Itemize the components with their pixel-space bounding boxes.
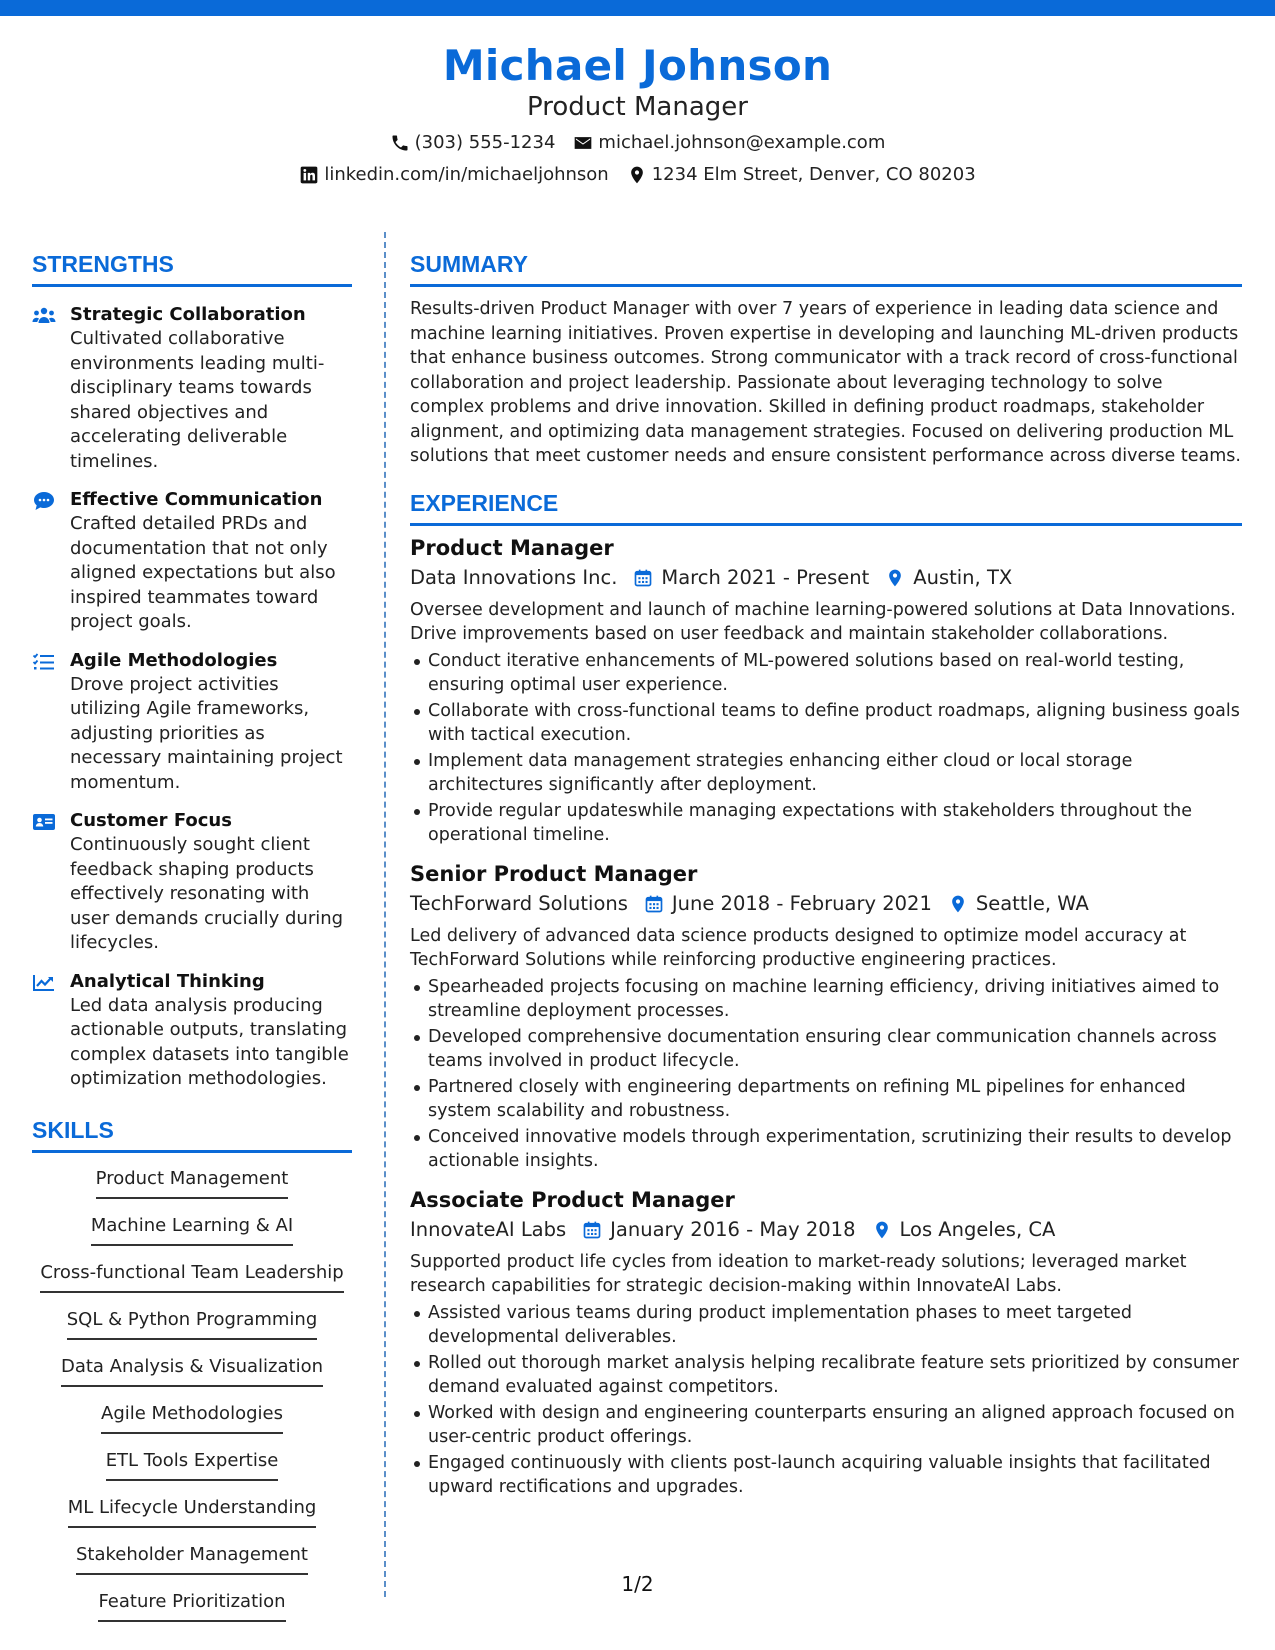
job-location: Los Angeles, CA bbox=[899, 1217, 1056, 1241]
skill-item: Data Analysis & Visualization bbox=[61, 1355, 323, 1387]
strength-item bbox=[32, 970, 352, 1092]
job-bullet: Engaged continuously with clients post-launch acquiring valuable insights that facilitated upward rectifications and upgrades. bbox=[410, 1451, 1242, 1500]
address-text: 1234 Elm Street, Denver, CO 80203 bbox=[651, 164, 976, 185]
left-column bbox=[32, 250, 352, 1637]
job-location: Austin, TX bbox=[913, 565, 1013, 589]
job-meta bbox=[410, 1216, 1242, 1244]
job-dates-group bbox=[633, 564, 869, 592]
skill-item: Machine Learning & AI bbox=[91, 1214, 293, 1246]
skills-list bbox=[32, 1167, 352, 1637]
strength-desc: Led data analysis producing actionable outputs, translating complex datasets into tangible optimization methodologies. bbox=[70, 994, 349, 1089]
users-icon bbox=[32, 306, 56, 326]
linkedin-contact[interactable] bbox=[299, 164, 608, 186]
right-column bbox=[410, 250, 1242, 1501]
strength-title: Effective Communication bbox=[70, 489, 323, 510]
job-bullet: Developed comprehensive documentation ensuring clear communication channels across teams involved in product lifecycle. bbox=[410, 1025, 1242, 1074]
job-desc: Supported product life cycles from ideation to market-ready solutions; leveraged market research capabilities for strategic decision-making within InnovateAI Labs. bbox=[410, 1251, 1187, 1296]
job-meta bbox=[410, 564, 1242, 592]
skill-item: Stakeholder Management bbox=[76, 1543, 308, 1575]
job-location: Seattle, WA bbox=[975, 891, 1089, 915]
map-pin-icon bbox=[948, 894, 968, 914]
job-dates: June 2018 - February 2021 bbox=[671, 891, 932, 915]
strength-desc: Crafted detailed PRDs and documentation that not only aligned expectations but also inspired teammates toward project goals. bbox=[70, 513, 336, 632]
job-location-group bbox=[885, 564, 1012, 592]
job-bullet: Rolled out thorough market analysis helping recalibrate feature sets prioritized by consumer demand evaluated against competitors. bbox=[410, 1351, 1242, 1400]
skill-item: Product Management bbox=[96, 1167, 289, 1199]
phone-contact[interactable] bbox=[390, 132, 556, 154]
job-bullet: Partnered closely with engineering departments on refining ML pipelines for enhanced system scalability and robustness. bbox=[410, 1075, 1242, 1124]
job-entry bbox=[410, 860, 1242, 1174]
job-bullet: Provide regular updateswhile managing expectations with stakeholders throughout the operational timeline. bbox=[410, 799, 1242, 848]
job-title: Associate Product Manager bbox=[410, 1187, 735, 1212]
calendar-icon bbox=[633, 568, 653, 588]
summary-text: Results-driven Product Manager with over 7 years of experience in leading data science and machine learning initiatives. Proven expertise in developing and launching ML-driven products that enhance business outcomes. Strong communicator with a track record of cross-functional collaboration and project leadership. Passionate about leveraging technology to solve complex problems and drive innovation. Skilled in defining product roadmaps, stakeholder alignment, and optimizing data management strategies. Focused on delivering production ML solutions that meet customer needs and ensure consistent performance across diverse teams. bbox=[410, 299, 1241, 466]
skill-item: Agile Methodologies bbox=[101, 1402, 283, 1434]
envelope-icon bbox=[573, 133, 593, 153]
job-dates-group bbox=[644, 890, 932, 918]
column-divider bbox=[384, 232, 386, 1597]
job-bullets bbox=[410, 975, 1242, 1174]
summary-heading: SUMMARY bbox=[410, 250, 1242, 287]
map-pin-icon bbox=[627, 165, 647, 185]
id-card-icon bbox=[32, 812, 56, 832]
contact-row-1 bbox=[0, 132, 1275, 154]
job-dates-group bbox=[582, 1216, 855, 1244]
job-desc: Led delivery of advanced data science products designed to optimize model accuracy at TechForward Solutions while reinforcing productive engineering practices. bbox=[410, 925, 1187, 970]
strength-item bbox=[32, 649, 352, 796]
email-contact[interactable] bbox=[573, 132, 885, 154]
job-bullet: Spearheaded projects focusing on machine learning efficiency, driving initiatives aimed to streamline deployment processes. bbox=[410, 975, 1242, 1024]
strength-title: Agile Methodologies bbox=[70, 649, 278, 671]
phone-icon bbox=[390, 133, 410, 153]
strength-item bbox=[32, 809, 352, 956]
job-bullet: Assisted various teams during product implementation phases to meet targeted developmental deliverables. bbox=[410, 1301, 1242, 1350]
job-company: TechForward Solutions bbox=[410, 891, 628, 915]
strength-item bbox=[32, 303, 352, 474]
address-contact bbox=[627, 164, 976, 186]
job-dates: March 2021 - Present bbox=[661, 565, 870, 589]
job-bullet: Worked with design and engineering counterparts ensuring an aligned approach focused on user-centric product offerings. bbox=[410, 1401, 1242, 1450]
job-bullet: Implement data management strategies enhancing either cloud or local storage architectures significantly after deployment. bbox=[410, 749, 1242, 798]
job-location-group bbox=[948, 890, 1089, 918]
strength-title: Analytical Thinking bbox=[70, 970, 265, 992]
job-entry bbox=[410, 1186, 1242, 1500]
page-number: 1/2 bbox=[621, 1572, 654, 1596]
map-pin-icon bbox=[872, 1220, 892, 1240]
strength-title: Customer Focus bbox=[70, 810, 232, 831]
contact-row-2 bbox=[0, 164, 1275, 186]
strengths-list bbox=[32, 303, 352, 1092]
job-company: Data Innovations Inc. bbox=[410, 565, 618, 589]
job-bullet: Collaborate with cross-functional teams to define product roadmaps, aligning business goals with tactical execution. bbox=[410, 699, 1242, 748]
job-company: InnovateAI Labs bbox=[410, 1217, 567, 1241]
strength-item bbox=[32, 488, 352, 635]
skill-item: Cross-functional Team Leadership bbox=[40, 1261, 343, 1293]
job-entry bbox=[410, 534, 1242, 848]
linkedin-icon bbox=[299, 165, 319, 185]
candidate-title: Product Manager bbox=[527, 92, 748, 122]
job-bullet: Conceived innovative models through experimentation, scrutinizing their results to develop actionable insights. bbox=[410, 1125, 1242, 1174]
skill-item: SQL & Python Programming bbox=[67, 1308, 318, 1340]
job-bullet: Conduct iterative enhancements of ML-powered solutions based on real-world testing, ensuring optimal user experience. bbox=[410, 649, 1242, 698]
job-bullets bbox=[410, 1301, 1242, 1500]
list-check-icon bbox=[32, 652, 56, 672]
resume-header bbox=[0, 40, 1275, 186]
job-bullets bbox=[410, 649, 1242, 848]
job-meta bbox=[410, 890, 1242, 918]
chat-icon bbox=[32, 491, 56, 511]
strength-desc: Cultivated collaborative environments leading multi-disciplinary teams towards shared objectives and accelerating deliverable timelines. bbox=[70, 328, 325, 472]
skill-item: ML Lifecycle Understanding bbox=[68, 1496, 317, 1528]
linkedin-text: linkedin.com/in/michaeljohnson bbox=[324, 164, 609, 185]
job-title: Product Manager bbox=[410, 535, 614, 560]
top-accent-bar bbox=[0, 0, 1275, 16]
calendar-icon bbox=[582, 1220, 602, 1240]
strengths-heading: STRENGTHS bbox=[32, 250, 352, 287]
email-text: michael.johnson@example.com bbox=[598, 132, 886, 153]
strength-desc: Drove project activities utilizing Agile frameworks, adjusting priorities as necessary maintaining project momentum. bbox=[70, 673, 343, 793]
strength-desc: Continuously sought client feedback shaping products effectively resonating with user demands crucially during lifecycles. bbox=[70, 834, 344, 953]
experience-heading: EXPERIENCE bbox=[410, 489, 1242, 526]
job-location-group bbox=[872, 1216, 1056, 1244]
skills-heading: SKILLS bbox=[32, 1116, 352, 1153]
phone-text: (303) 555-1234 bbox=[414, 132, 556, 153]
calendar-icon bbox=[644, 894, 664, 914]
job-dates: January 2016 - May 2018 bbox=[610, 1217, 856, 1241]
skill-item: ETL Tools Expertise bbox=[106, 1449, 279, 1481]
map-pin-icon bbox=[885, 568, 905, 588]
job-desc: Oversee development and launch of machine learning-powered solutions at Data Innovations. Drive improvements based on user feedback and maintain stakeholder collaborations. bbox=[410, 599, 1236, 644]
candidate-name: Michael Johnson bbox=[442, 41, 833, 90]
strength-title: Strategic Collaboration bbox=[70, 304, 306, 325]
chart-line-icon bbox=[32, 973, 56, 993]
skill-item: Feature Prioritization bbox=[98, 1590, 285, 1622]
job-title: Senior Product Manager bbox=[410, 861, 698, 886]
